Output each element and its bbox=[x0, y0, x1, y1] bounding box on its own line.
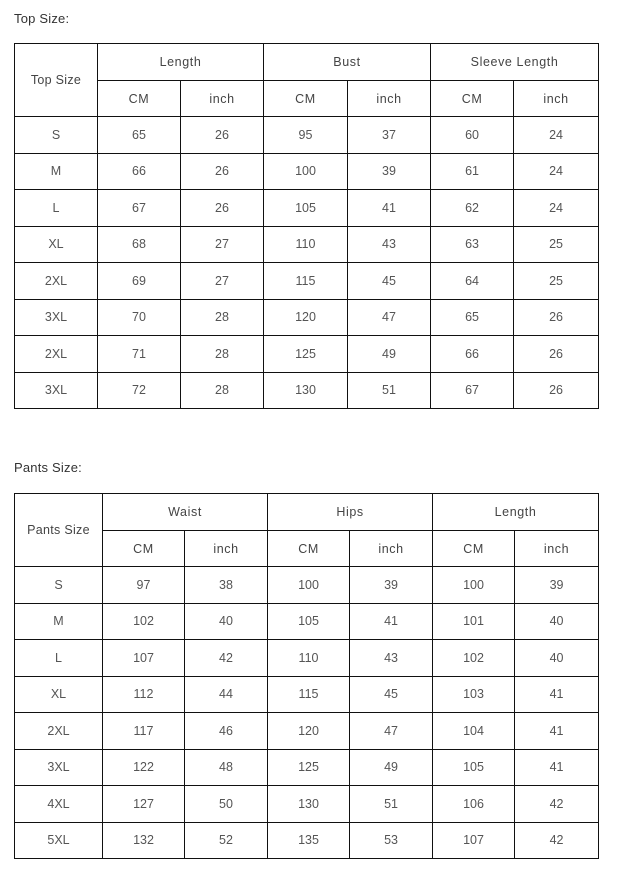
value-cell: 69 bbox=[98, 263, 181, 300]
header-unit-row bbox=[15, 531, 599, 567]
table-row bbox=[15, 749, 599, 786]
table-row bbox=[15, 603, 599, 640]
header-unit-row bbox=[15, 81, 599, 117]
table-row bbox=[15, 372, 599, 409]
value-cell: 71 bbox=[98, 336, 181, 373]
value-cell: 115 bbox=[264, 263, 348, 300]
value-cell: 26 bbox=[514, 372, 599, 409]
value-cell: 41 bbox=[515, 676, 599, 713]
value-cell: 102 bbox=[103, 603, 185, 640]
unit-header: CM bbox=[433, 531, 515, 567]
size-cell: 2XL bbox=[15, 263, 98, 300]
group-header-length: Length bbox=[98, 44, 264, 81]
size-column-header: Top Size bbox=[15, 44, 98, 117]
value-cell: 51 bbox=[348, 372, 431, 409]
header-group-row bbox=[15, 494, 599, 531]
table-row bbox=[15, 822, 599, 859]
value-cell: 51 bbox=[350, 786, 433, 823]
group-header-sleeve-length: Sleeve Length bbox=[431, 44, 599, 81]
value-cell: 49 bbox=[348, 336, 431, 373]
value-cell: 97 bbox=[103, 567, 185, 604]
value-cell: 42 bbox=[185, 640, 268, 677]
value-cell: 112 bbox=[103, 676, 185, 713]
value-cell: 61 bbox=[431, 153, 514, 190]
value-cell: 104 bbox=[433, 713, 515, 750]
value-cell: 100 bbox=[268, 567, 350, 604]
value-cell: 62 bbox=[431, 190, 514, 227]
value-cell: 100 bbox=[433, 567, 515, 604]
value-cell: 122 bbox=[103, 749, 185, 786]
value-cell: 24 bbox=[514, 190, 599, 227]
value-cell: 27 bbox=[181, 226, 264, 263]
value-cell: 26 bbox=[514, 299, 599, 336]
group-header-length: Length bbox=[433, 494, 599, 531]
value-cell: 66 bbox=[431, 336, 514, 373]
value-cell: 115 bbox=[268, 676, 350, 713]
value-cell: 28 bbox=[181, 336, 264, 373]
table-row bbox=[15, 786, 599, 823]
size-cell: 3XL bbox=[15, 299, 98, 336]
value-cell: 70 bbox=[98, 299, 181, 336]
value-cell: 107 bbox=[433, 822, 515, 859]
unit-header: inch bbox=[514, 81, 599, 117]
value-cell: 43 bbox=[348, 226, 431, 263]
value-cell: 120 bbox=[264, 299, 348, 336]
size-cell: 2XL bbox=[15, 336, 98, 373]
value-cell: 42 bbox=[515, 786, 599, 823]
value-cell: 67 bbox=[431, 372, 514, 409]
size-cell: L bbox=[15, 640, 103, 677]
value-cell: 64 bbox=[431, 263, 514, 300]
value-cell: 125 bbox=[268, 749, 350, 786]
value-cell: 67 bbox=[98, 190, 181, 227]
value-cell: 46 bbox=[185, 713, 268, 750]
unit-header: CM bbox=[98, 81, 181, 117]
value-cell: 39 bbox=[350, 567, 433, 604]
value-cell: 130 bbox=[264, 372, 348, 409]
value-cell: 50 bbox=[185, 786, 268, 823]
size-cell: 2XL bbox=[15, 713, 103, 750]
value-cell: 42 bbox=[515, 822, 599, 859]
table-row bbox=[15, 640, 599, 677]
value-cell: 41 bbox=[515, 749, 599, 786]
value-cell: 117 bbox=[103, 713, 185, 750]
value-cell: 47 bbox=[350, 713, 433, 750]
value-cell: 27 bbox=[181, 263, 264, 300]
value-cell: 60 bbox=[431, 117, 514, 154]
value-cell: 101 bbox=[433, 603, 515, 640]
value-cell: 25 bbox=[514, 226, 599, 263]
value-cell: 110 bbox=[264, 226, 348, 263]
value-cell: 132 bbox=[103, 822, 185, 859]
unit-header: CM bbox=[264, 81, 348, 117]
size-cell: S bbox=[15, 567, 103, 604]
pants-size-table bbox=[14, 493, 599, 859]
value-cell: 43 bbox=[350, 640, 433, 677]
value-cell: 38 bbox=[185, 567, 268, 604]
unit-header: inch bbox=[185, 531, 268, 567]
value-cell: 95 bbox=[264, 117, 348, 154]
value-cell: 28 bbox=[181, 372, 264, 409]
table-row bbox=[15, 336, 599, 373]
value-cell: 41 bbox=[348, 190, 431, 227]
unit-header: inch bbox=[348, 81, 431, 117]
value-cell: 40 bbox=[185, 603, 268, 640]
size-cell: XL bbox=[15, 226, 98, 263]
value-cell: 127 bbox=[103, 786, 185, 823]
unit-header: inch bbox=[515, 531, 599, 567]
value-cell: 100 bbox=[264, 153, 348, 190]
size-cell: 3XL bbox=[15, 372, 98, 409]
unit-header: CM bbox=[431, 81, 514, 117]
group-header-waist: Waist bbox=[103, 494, 268, 531]
header-group-row bbox=[15, 44, 599, 81]
value-cell: 37 bbox=[348, 117, 431, 154]
table-row bbox=[15, 117, 599, 154]
value-cell: 49 bbox=[350, 749, 433, 786]
value-cell: 24 bbox=[514, 117, 599, 154]
value-cell: 39 bbox=[515, 567, 599, 604]
table-row bbox=[15, 226, 599, 263]
size-cell: M bbox=[15, 603, 103, 640]
value-cell: 26 bbox=[181, 117, 264, 154]
top-size-heading: Top Size: bbox=[14, 11, 70, 26]
value-cell: 48 bbox=[185, 749, 268, 786]
top-size-table bbox=[14, 43, 599, 409]
table-row bbox=[15, 676, 599, 713]
value-cell: 105 bbox=[264, 190, 348, 227]
size-cell: 3XL bbox=[15, 749, 103, 786]
value-cell: 53 bbox=[350, 822, 433, 859]
value-cell: 45 bbox=[350, 676, 433, 713]
size-cell: XL bbox=[15, 676, 103, 713]
value-cell: 120 bbox=[268, 713, 350, 750]
value-cell: 105 bbox=[433, 749, 515, 786]
size-cell: M bbox=[15, 153, 98, 190]
size-cell: L bbox=[15, 190, 98, 227]
size-cell: S bbox=[15, 117, 98, 154]
value-cell: 41 bbox=[515, 713, 599, 750]
value-cell: 102 bbox=[433, 640, 515, 677]
value-cell: 45 bbox=[348, 263, 431, 300]
pants-size-heading: Pants Size: bbox=[14, 460, 82, 475]
value-cell: 41 bbox=[350, 603, 433, 640]
value-cell: 105 bbox=[268, 603, 350, 640]
value-cell: 52 bbox=[185, 822, 268, 859]
value-cell: 66 bbox=[98, 153, 181, 190]
value-cell: 107 bbox=[103, 640, 185, 677]
group-header-bust: Bust bbox=[264, 44, 431, 81]
value-cell: 68 bbox=[98, 226, 181, 263]
group-header-hips: Hips bbox=[268, 494, 433, 531]
unit-header: CM bbox=[268, 531, 350, 567]
table-row bbox=[15, 567, 599, 604]
value-cell: 28 bbox=[181, 299, 264, 336]
table-row bbox=[15, 263, 599, 300]
value-cell: 135 bbox=[268, 822, 350, 859]
value-cell: 125 bbox=[264, 336, 348, 373]
table-row bbox=[15, 299, 599, 336]
value-cell: 39 bbox=[348, 153, 431, 190]
value-cell: 103 bbox=[433, 676, 515, 713]
value-cell: 26 bbox=[181, 153, 264, 190]
table-row bbox=[15, 153, 599, 190]
value-cell: 110 bbox=[268, 640, 350, 677]
value-cell: 40 bbox=[515, 640, 599, 677]
value-cell: 106 bbox=[433, 786, 515, 823]
value-cell: 44 bbox=[185, 676, 268, 713]
value-cell: 26 bbox=[514, 336, 599, 373]
unit-header: inch bbox=[350, 531, 433, 567]
value-cell: 25 bbox=[514, 263, 599, 300]
size-cell: 5XL bbox=[15, 822, 103, 859]
table-row bbox=[15, 190, 599, 227]
value-cell: 40 bbox=[515, 603, 599, 640]
size-column-header: Pants Size bbox=[15, 494, 103, 567]
unit-header: CM bbox=[103, 531, 185, 567]
value-cell: 65 bbox=[98, 117, 181, 154]
value-cell: 63 bbox=[431, 226, 514, 263]
value-cell: 65 bbox=[431, 299, 514, 336]
value-cell: 72 bbox=[98, 372, 181, 409]
unit-header: inch bbox=[181, 81, 264, 117]
value-cell: 130 bbox=[268, 786, 350, 823]
table-row bbox=[15, 713, 599, 750]
value-cell: 47 bbox=[348, 299, 431, 336]
value-cell: 24 bbox=[514, 153, 599, 190]
value-cell: 26 bbox=[181, 190, 264, 227]
size-cell: 4XL bbox=[15, 786, 103, 823]
